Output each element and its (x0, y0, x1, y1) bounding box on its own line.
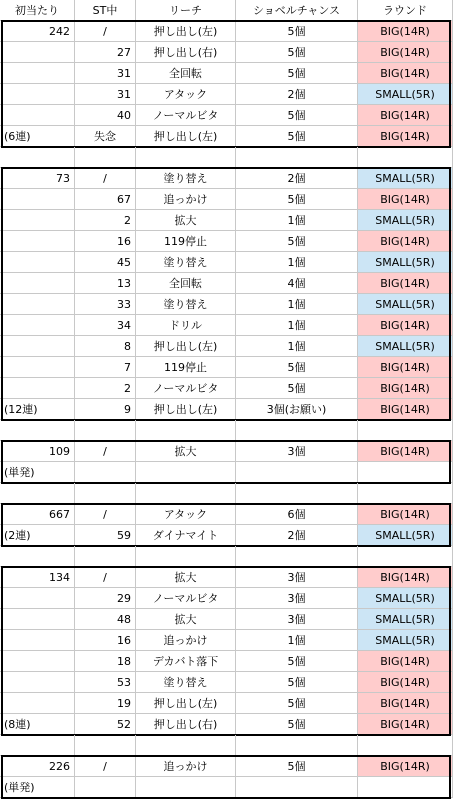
st-cell: / (75, 168, 136, 189)
round-cell: BIG(14R) (358, 315, 453, 336)
chance-cell: 5個 (236, 357, 358, 378)
spacer-row (0, 420, 453, 441)
st-cell: 31 (75, 63, 136, 84)
round-cell: SMALL(5R) (358, 525, 453, 546)
st-cell: 33 (75, 294, 136, 315)
chance-cell: 6個 (236, 504, 358, 525)
reach-cell: 追っかけ (136, 189, 236, 210)
hit-cell (0, 210, 75, 231)
reach-cell: ダイナマイト (136, 525, 236, 546)
hit-cell (0, 630, 75, 651)
st-cell: 13 (75, 273, 136, 294)
table-row (0, 651, 453, 672)
reach-cell: 119停止 (136, 231, 236, 252)
st-cell: / (75, 756, 136, 777)
table-row (0, 210, 453, 231)
st-cell: 45 (75, 252, 136, 273)
st-cell: / (75, 21, 136, 42)
round-cell: BIG(14R) (358, 567, 453, 588)
round-cell: SMALL(5R) (358, 630, 453, 651)
round-cell: SMALL(5R) (358, 588, 453, 609)
spacer-cell (75, 546, 136, 567)
chance-cell: 1個 (236, 210, 358, 231)
reach-cell: ノーマルビタ (136, 378, 236, 399)
round-cell: BIG(14R) (358, 651, 453, 672)
hit-cell: (単発) (0, 462, 75, 483)
chance-cell: 5個 (236, 126, 358, 147)
header-reach: リーチ (136, 0, 236, 21)
reach-cell: アタック (136, 84, 236, 105)
chance-cell: 1個 (236, 294, 358, 315)
table-row (0, 105, 453, 126)
spacer-cell (75, 147, 136, 168)
table-row (0, 399, 453, 420)
st-cell: 19 (75, 693, 136, 714)
round-cell: SMALL(5R) (358, 84, 453, 105)
chance-cell: 3個 (236, 609, 358, 630)
round-cell: SMALL(5R) (358, 210, 453, 231)
chance-cell: 1個 (236, 630, 358, 651)
round-cell: BIG(14R) (358, 357, 453, 378)
spacer-cell (0, 147, 75, 168)
table-row (0, 252, 453, 273)
reach-cell: 押し出し(左) (136, 399, 236, 420)
st-cell: 18 (75, 651, 136, 672)
table-row (0, 126, 453, 147)
reach-cell: 追っかけ (136, 756, 236, 777)
table-row (0, 315, 453, 336)
chance-cell: 5個 (236, 105, 358, 126)
chance-cell: 2個 (236, 525, 358, 546)
chance-cell (236, 777, 358, 798)
spacer-cell (236, 483, 358, 504)
hit-cell (0, 693, 75, 714)
reach-cell (136, 462, 236, 483)
table-row (0, 441, 453, 462)
spacer-cell (75, 735, 136, 756)
hit-cell (0, 357, 75, 378)
hit-cell (0, 63, 75, 84)
st-cell: 8 (75, 336, 136, 357)
st-cell: 52 (75, 714, 136, 735)
hit-cell (0, 672, 75, 693)
chance-cell: 5個 (236, 651, 358, 672)
header-chance: ショベルチャンス (236, 0, 358, 21)
round-cell: BIG(14R) (358, 21, 453, 42)
header-st: ST中 (75, 0, 136, 21)
hit-cell (0, 294, 75, 315)
st-cell: 27 (75, 42, 136, 63)
hit-cell: 242 (0, 21, 75, 42)
round-cell: SMALL(5R) (358, 168, 453, 189)
hit-cell (0, 588, 75, 609)
spacer-cell (358, 420, 453, 441)
hit-cell (0, 231, 75, 252)
hit-cell (0, 105, 75, 126)
table-row (0, 21, 453, 42)
chance-cell: 2個 (236, 84, 358, 105)
hit-cell: (8連) (0, 714, 75, 735)
reach-cell: 塗り替え (136, 294, 236, 315)
round-cell: BIG(14R) (358, 189, 453, 210)
reach-cell (136, 777, 236, 798)
table-row (0, 84, 453, 105)
spacer-cell (136, 420, 236, 441)
chance-cell: 5個 (236, 756, 358, 777)
chance-cell: 5個 (236, 378, 358, 399)
hit-cell (0, 189, 75, 210)
st-cell: 31 (75, 84, 136, 105)
reach-cell: 拡大 (136, 441, 236, 462)
round-cell: BIG(14R) (358, 441, 453, 462)
table-row (0, 567, 453, 588)
round-cell (358, 777, 453, 798)
reach-cell: アタック (136, 504, 236, 525)
round-cell: BIG(14R) (358, 399, 453, 420)
spacer-cell (358, 735, 453, 756)
round-cell: SMALL(5R) (358, 252, 453, 273)
hit-cell (0, 651, 75, 672)
chance-cell: 5個 (236, 63, 358, 84)
chance-cell: 5個 (236, 693, 358, 714)
spacer-cell (136, 483, 236, 504)
chance-cell: 2個 (236, 168, 358, 189)
reach-cell: 押し出し(左) (136, 126, 236, 147)
table-row (0, 63, 453, 84)
table-row (0, 609, 453, 630)
round-cell: SMALL(5R) (358, 609, 453, 630)
hit-cell: (12連) (0, 399, 75, 420)
spacer-cell (358, 483, 453, 504)
reach-cell: 押し出し(右) (136, 42, 236, 63)
reach-cell: 塗り替え (136, 252, 236, 273)
spacer-cell (236, 546, 358, 567)
hit-cell (0, 42, 75, 63)
reach-cell: ドリル (136, 315, 236, 336)
st-cell: 34 (75, 315, 136, 336)
chance-cell: 5個 (236, 714, 358, 735)
spacer-cell (0, 735, 75, 756)
chance-cell: 4個 (236, 273, 358, 294)
st-cell: 16 (75, 231, 136, 252)
chance-cell: 1個 (236, 252, 358, 273)
reach-cell: 追っかけ (136, 630, 236, 651)
header-row (0, 0, 453, 21)
reach-cell: 塗り替え (136, 672, 236, 693)
hit-cell (0, 84, 75, 105)
round-cell: BIG(14R) (358, 231, 453, 252)
reach-cell: 拡大 (136, 609, 236, 630)
hit-cell (0, 609, 75, 630)
round-cell: BIG(14R) (358, 273, 453, 294)
table-row (0, 714, 453, 735)
reach-cell: 拡大 (136, 567, 236, 588)
hit-cell: (6連) (0, 126, 75, 147)
table-row (0, 273, 453, 294)
hit-cell (0, 315, 75, 336)
table-row (0, 756, 453, 777)
spacer-cell (358, 147, 453, 168)
st-cell: / (75, 567, 136, 588)
st-cell: 67 (75, 189, 136, 210)
round-cell: BIG(14R) (358, 42, 453, 63)
hit-cell (0, 273, 75, 294)
chance-cell: 5個 (236, 189, 358, 210)
round-cell: BIG(14R) (358, 504, 453, 525)
st-cell: 2 (75, 210, 136, 231)
hit-cell: (単発) (0, 777, 75, 798)
st-cell: 29 (75, 588, 136, 609)
table-row (0, 168, 453, 189)
table-row (0, 777, 453, 798)
chance-cell: 5個 (236, 672, 358, 693)
spacer-cell (358, 546, 453, 567)
spacer-row (0, 546, 453, 567)
spacer-cell (136, 546, 236, 567)
st-cell: 48 (75, 609, 136, 630)
hit-cell: 667 (0, 504, 75, 525)
spacer-cell (236, 735, 358, 756)
chance-cell: 5個 (236, 21, 358, 42)
reach-cell: 押し出し(左) (136, 336, 236, 357)
spacer-row (0, 147, 453, 168)
table-row (0, 42, 453, 63)
table-row (0, 189, 453, 210)
round-cell: BIG(14R) (358, 126, 453, 147)
hit-cell (0, 378, 75, 399)
hit-cell: 134 (0, 567, 75, 588)
header-round: ラウンド (358, 0, 453, 21)
chance-cell (236, 462, 358, 483)
table-row (0, 630, 453, 651)
spacer-cell (236, 147, 358, 168)
reach-cell: 押し出し(右) (136, 714, 236, 735)
round-cell: BIG(14R) (358, 672, 453, 693)
hit-cell: 73 (0, 168, 75, 189)
reach-cell: デカバト落下 (136, 651, 236, 672)
reach-cell: 塗り替え (136, 168, 236, 189)
spacer-cell (236, 420, 358, 441)
reach-cell: 押し出し(左) (136, 21, 236, 42)
table-row (0, 693, 453, 714)
reach-cell: 全回転 (136, 63, 236, 84)
table-row (0, 357, 453, 378)
table-row (0, 294, 453, 315)
st-cell: 7 (75, 357, 136, 378)
round-cell: BIG(14R) (358, 693, 453, 714)
st-cell: 16 (75, 630, 136, 651)
chance-cell: 5個 (236, 42, 358, 63)
round-cell: SMALL(5R) (358, 336, 453, 357)
round-cell: BIG(14R) (358, 378, 453, 399)
table-row (0, 462, 453, 483)
st-cell: 40 (75, 105, 136, 126)
spacer-row (0, 735, 453, 756)
table-row (0, 525, 453, 546)
chance-cell: 1個 (236, 336, 358, 357)
round-cell: BIG(14R) (358, 714, 453, 735)
chance-cell: 1個 (236, 315, 358, 336)
st-cell: 9 (75, 399, 136, 420)
hit-cell: (2連) (0, 525, 75, 546)
hit-cell (0, 336, 75, 357)
round-cell: BIG(14R) (358, 63, 453, 84)
spacer-cell (0, 546, 75, 567)
st-cell (75, 462, 136, 483)
hit-cell (0, 252, 75, 273)
reach-cell: ノーマルビタ (136, 105, 236, 126)
reach-cell: 拡大 (136, 210, 236, 231)
chance-cell: 3個 (236, 567, 358, 588)
round-cell: BIG(14R) (358, 756, 453, 777)
reach-cell: 押し出し(左) (136, 693, 236, 714)
hit-cell: 109 (0, 441, 75, 462)
st-cell: 53 (75, 672, 136, 693)
table-row (0, 378, 453, 399)
table-row (0, 231, 453, 252)
chance-cell: 3個(お願い) (236, 399, 358, 420)
st-cell: 59 (75, 525, 136, 546)
round-cell: BIG(14R) (358, 105, 453, 126)
reach-cell: 全回転 (136, 273, 236, 294)
header-hit: 初当たり (0, 0, 75, 21)
spacer-cell (0, 420, 75, 441)
round-cell: SMALL(5R) (358, 294, 453, 315)
spacer-cell (75, 483, 136, 504)
table-row (0, 588, 453, 609)
spacer-cell (75, 420, 136, 441)
spacer-cell (136, 735, 236, 756)
st-cell: / (75, 441, 136, 462)
round-cell (358, 462, 453, 483)
st-cell (75, 777, 136, 798)
chance-cell: 3個 (236, 588, 358, 609)
spacer-cell (0, 483, 75, 504)
st-cell: 失念 (75, 126, 136, 147)
st-cell: 2 (75, 378, 136, 399)
spacer-cell (136, 147, 236, 168)
chance-cell: 3個 (236, 441, 358, 462)
spacer-row (0, 483, 453, 504)
table-row (0, 336, 453, 357)
table-row (0, 504, 453, 525)
hit-cell: 226 (0, 756, 75, 777)
reach-cell: ノーマルビタ (136, 588, 236, 609)
chance-cell: 5個 (236, 231, 358, 252)
table-row (0, 672, 453, 693)
st-cell: / (75, 504, 136, 525)
reach-cell: 119停止 (136, 357, 236, 378)
